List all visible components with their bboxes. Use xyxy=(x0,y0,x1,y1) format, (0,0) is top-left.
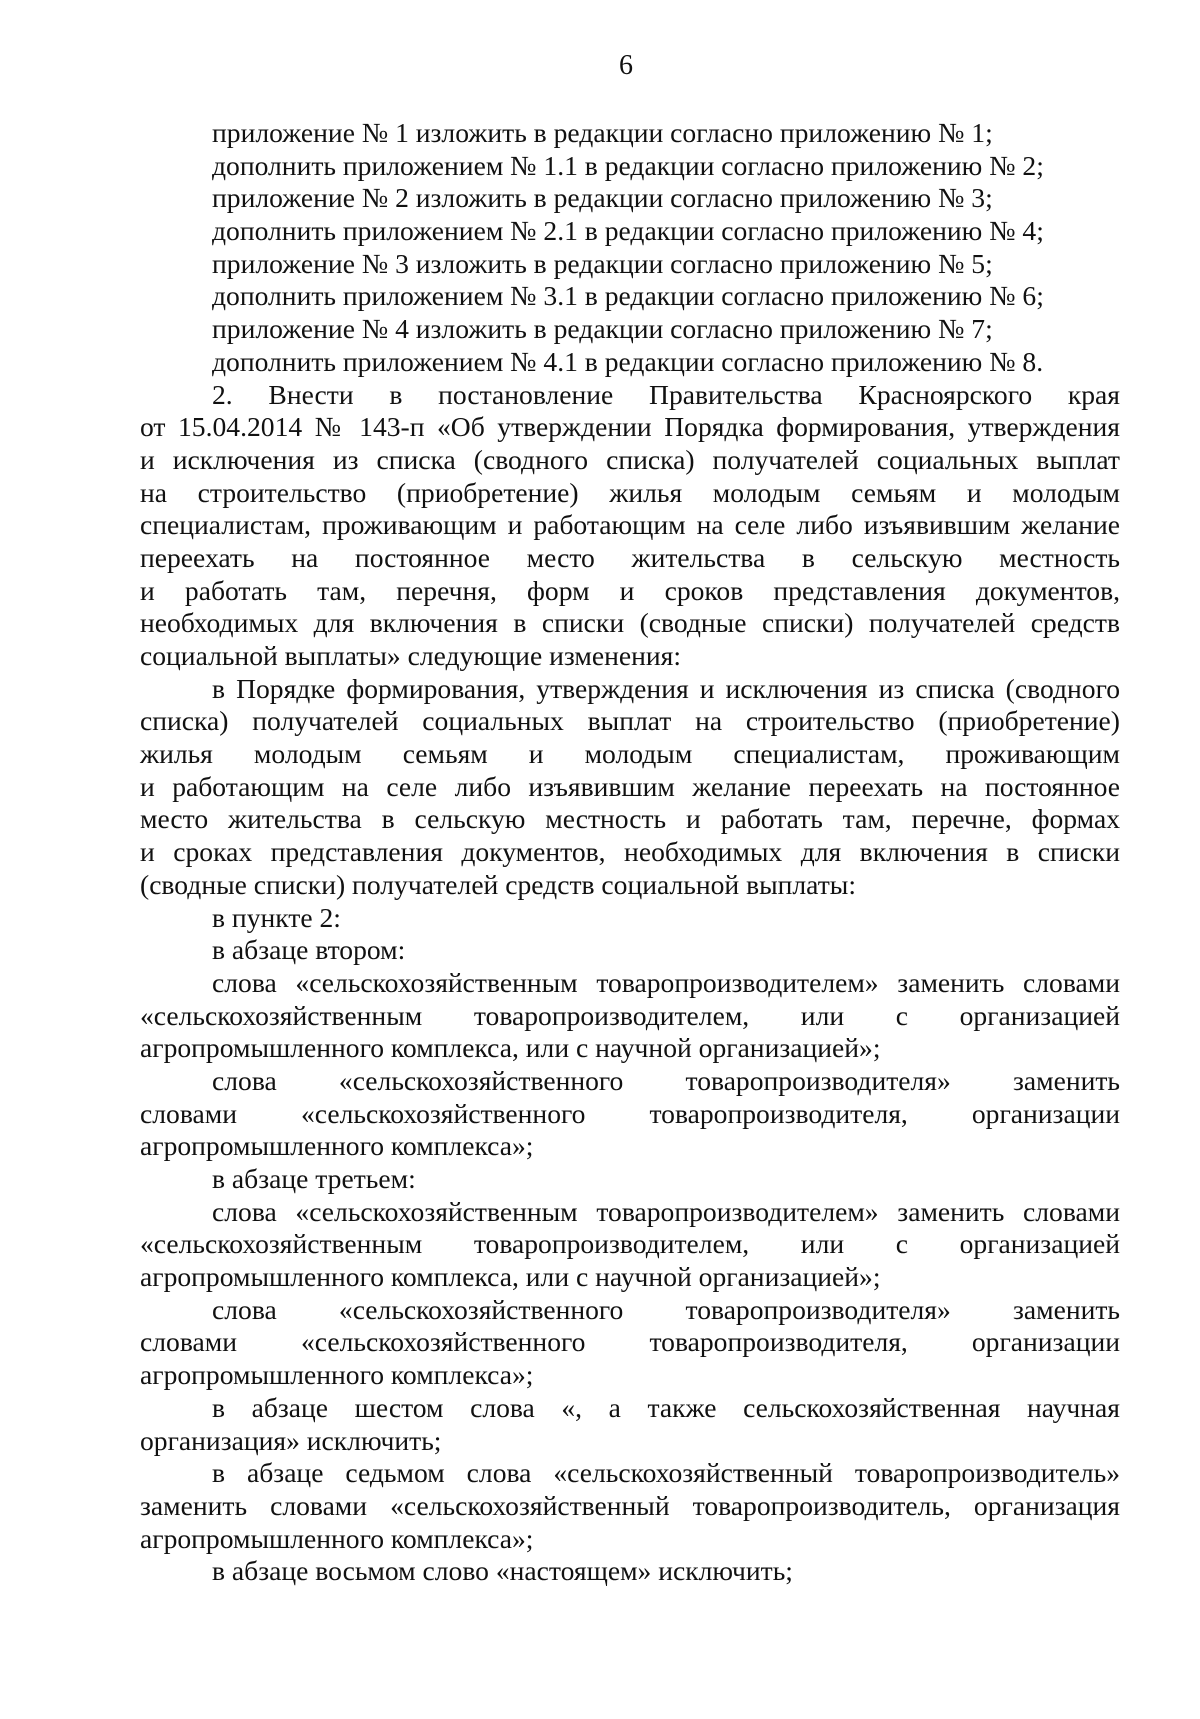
text-line: в Порядке формирования, утверждения и исключения из списка (сводного xyxy=(212,672,1120,704)
text-line: словами «сельскохозяйственного товаропроизводителя, организации xyxy=(140,1097,1120,1129)
text-line: дополнить приложением № 4.1 в редакции согласно приложению № 8. xyxy=(212,345,1044,377)
text-line: в абзаце третьем: xyxy=(212,1163,416,1194)
text-line: (сводные списки) получателей средств социальной выплаты: xyxy=(140,868,856,900)
text-line: в пункте 2: xyxy=(212,901,341,933)
text-line: в абзаце восьмом слово «настоящем» исключить; xyxy=(212,1555,793,1587)
text-line: в абзаце шестом слова «, а также сельскохозяйственная научная xyxy=(212,1391,1120,1423)
text-line: дополнить приложением № 3.1 в редакции согласно приложению № 6; xyxy=(212,280,1044,312)
text-line: словами «сельскохозяйственного товаропроизводителя, организации xyxy=(140,1326,1120,1358)
text-line: агропромышленного комплекса»; xyxy=(140,1359,534,1391)
text-line: переехать на постоянное место жительства в сельскую местность xyxy=(140,541,1120,573)
document-body xyxy=(140,117,1120,1588)
text-line: жилья молодым семьям и молодым специалистам, проживающим xyxy=(140,738,1120,770)
text-line: 2. Внести в постановление Правительства Красноярского края xyxy=(212,378,1120,410)
text-line: «сельскохозяйственным товаропроизводителем, или с организацией xyxy=(140,1228,1120,1260)
text-line: слова «сельскохозяйственным товаропроизводителем» заменить словами xyxy=(212,966,1120,998)
text-line: агропромышленного комплекса»; xyxy=(140,1522,534,1554)
text-line: агропромышленного комплекса, или с научной организацией»; xyxy=(140,1261,881,1293)
text-line: дополнить приложением № 1.1 в редакции согласно приложению № 2; xyxy=(212,149,1044,181)
text-line: специалистам, проживающим и работающим на селе либо изъявившим желание xyxy=(140,509,1120,541)
text-line: слова «сельскохозяйственного товаропроизводителя» заменить xyxy=(212,1064,1120,1096)
text-line: приложение № 1 изложить в редакции согласно приложению № 1; xyxy=(212,117,993,148)
text-line: и исключения из списка (сводного списка) получателей социальных выплат xyxy=(140,443,1120,475)
page-number: 6 xyxy=(619,50,633,81)
text-line: место жительства в сельскую местность и работать там, перечне, формах xyxy=(140,803,1120,835)
text-line: в абзаце втором: xyxy=(212,934,406,966)
text-line: списка) получателей социальных выплат на строительство (приобретение) xyxy=(140,705,1120,737)
text-line: заменить словами «сельскохозяйственный товаропроизводитель, организация xyxy=(140,1489,1120,1521)
text-line: и сроках представления документов, необходимых для включения в списки xyxy=(140,836,1120,868)
text-line: приложение № 3 изложить в редакции согласно приложению № 5; xyxy=(212,247,993,279)
text-line: от 15.04.2014 № 143-п «Об утверждении Порядка формирования, утверждения xyxy=(140,411,1120,443)
text-line: и работающим на селе либо изъявившим желание переехать на постоянное xyxy=(140,770,1120,802)
text-line: в абзаце седьмом слова «сельскохозяйственный товаропроизводитель» xyxy=(212,1457,1120,1489)
text-line: агропромышленного комплекса»; xyxy=(140,1130,534,1162)
text-line: необходимых для включения в списки (сводные списки) получателей средств xyxy=(140,607,1120,639)
text-line: социальной выплаты» следующие изменения: xyxy=(140,640,681,671)
text-line: слова «сельскохозяйственного товаропроизводителя» заменить xyxy=(212,1293,1120,1325)
text-line: «сельскохозяйственным товаропроизводителем, или с организацией xyxy=(140,999,1120,1031)
text-line: приложение № 4 изложить в редакции согласно приложению № 7; xyxy=(212,313,993,345)
text-line: организация» исключить; xyxy=(140,1424,442,1456)
text-line: и работать там, перечня, форм и сроков представления документов, xyxy=(140,574,1120,606)
text-line: на строительство (приобретение) жилья молодым семьям и молодым xyxy=(140,476,1120,508)
text-line: дополнить приложением № 2.1 в редакции согласно приложению № 4; xyxy=(212,215,1044,247)
text-line: агропромышленного комплекса, или с научной организацией»; xyxy=(140,1032,881,1064)
text-line: приложение № 2 изложить в редакции согласно приложению № 3; xyxy=(212,182,993,214)
text-line: слова «сельскохозяйственным товаропроизводителем» заменить словами xyxy=(212,1195,1120,1227)
